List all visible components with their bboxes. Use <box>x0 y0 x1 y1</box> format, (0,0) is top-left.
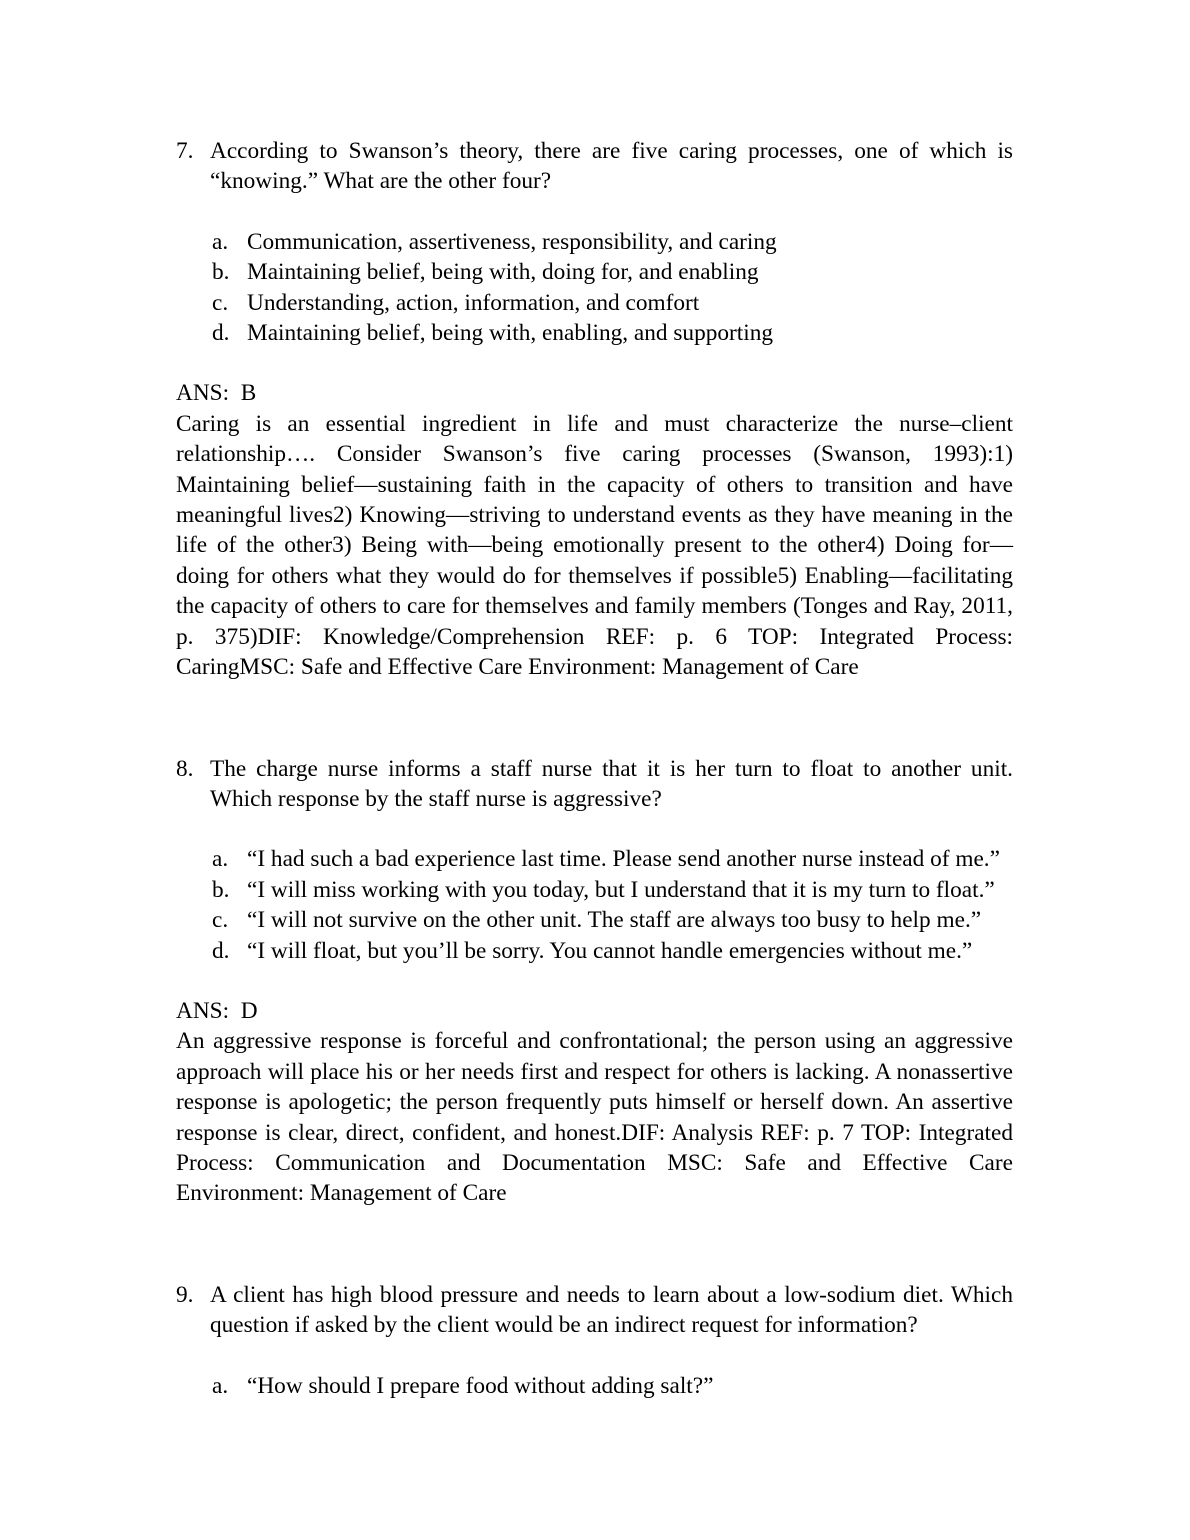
option-row <box>212 844 1013 874</box>
question-text: According to Swanson’s theory, there are five caring processes, one of which is “knowing.” What are the other four? <box>210 138 1013 195</box>
answer-line: ANS: D <box>176 997 258 1024</box>
option-text: Maintaining belief, being with, enabling, and supporting <box>247 320 774 347</box>
option-text: “I had such a bad experience last time. Please send another nurse instead of me.” <box>247 846 1000 873</box>
answer-block <box>176 378 1013 682</box>
option-row <box>212 227 1013 257</box>
question-number: 8. <box>176 755 194 782</box>
option-letter: b. <box>212 259 230 286</box>
option-row <box>212 288 1013 318</box>
question-number: 9. <box>176 1281 194 1308</box>
option-letter: a. <box>212 1372 229 1399</box>
option-letter: c. <box>212 907 229 934</box>
option-text: “I will not survive on the other unit. The staff are always too busy to help me.” <box>247 907 982 934</box>
option-letter: b. <box>212 876 230 903</box>
options-list <box>212 1371 1013 1401</box>
question-text: A client has high blood pressure and needs to learn about a low-sodium diet. Which question if asked by the client would be an indirect request for information? <box>210 1281 1013 1339</box>
option-letter: d. <box>212 937 230 964</box>
option-text: Communication, assertiveness, responsibility, and caring <box>247 228 777 255</box>
option-text: “I will float, but you’ll be sorry. You cannot handle emergencies without me.” <box>247 937 973 964</box>
option-text: “How should I prepare food without adding salt?” <box>247 1372 714 1399</box>
option-letter: c. <box>212 289 229 316</box>
option-letter: a. <box>212 846 229 873</box>
question-block-7 <box>176 136 1013 683</box>
option-text: “I will miss working with you today, but I understand that it is my turn to float.” <box>247 876 995 903</box>
options-list <box>212 227 1013 349</box>
option-text: Maintaining belief, being with, doing for, and enabling <box>247 259 759 286</box>
question-block-8 <box>176 754 1013 1209</box>
option-letter: a. <box>212 228 229 255</box>
answer-line: ANS: B <box>176 380 257 407</box>
rationale-text: Caring is an essential ingredient in life and must characterize the nurse–client relationship…. Consider Swanson’s five caring processes (Swanson, 1993):1) Maintaining belief—sustaining faith in the capacity of others to transition and have meaningful lives2) Knowing—striving to understand events as they have meaning in the life of the other3) Being with—being emotionally present to the other4) Doing for—doing for others what they would do for themselves if possible5) Enabling—facilitating the capacity of others to care for themselves and family members (Tonges and Ray, 2011, p. 375)DIF: Knowledge/Comprehension REF: p. 6 TOP: Integrated Process: CaringMSC: Safe and Effective Care Environment: Management of Care <box>176 410 1013 681</box>
option-row <box>212 905 1013 935</box>
question-row <box>176 1280 1013 1341</box>
question-row <box>176 754 1013 815</box>
question-text: The charge nurse informs a staff nurse that it is her turn to float to another unit. Which response by the staff nurse is aggressive? <box>210 755 1013 812</box>
document-page <box>176 136 1013 1472</box>
question-block-9 <box>176 1280 1013 1401</box>
option-row <box>212 318 1013 348</box>
option-row <box>212 936 1013 966</box>
answer-block <box>176 996 1013 1209</box>
option-row <box>212 875 1013 905</box>
question-row <box>176 136 1013 197</box>
option-row <box>212 1371 1013 1401</box>
option-row <box>212 257 1013 287</box>
options-list <box>212 844 1013 966</box>
option-letter: d. <box>212 320 230 347</box>
option-text: Understanding, action, information, and comfort <box>247 289 700 316</box>
question-number: 7. <box>176 138 194 164</box>
rationale-text: An aggressive response is forceful and confrontational; the person using an aggressive approach will place his or her needs first and respect for others is lacking. A nonassertive response is apologetic; the person frequently puts himself or herself down. An assertive response is clear, direct, confident, and honest.DIF: Analysis REF: p. 7 TOP: Integrated Process: Communication and Documentation MSC: Safe and Effective Care Environment: Management of Care <box>176 1028 1013 1207</box>
